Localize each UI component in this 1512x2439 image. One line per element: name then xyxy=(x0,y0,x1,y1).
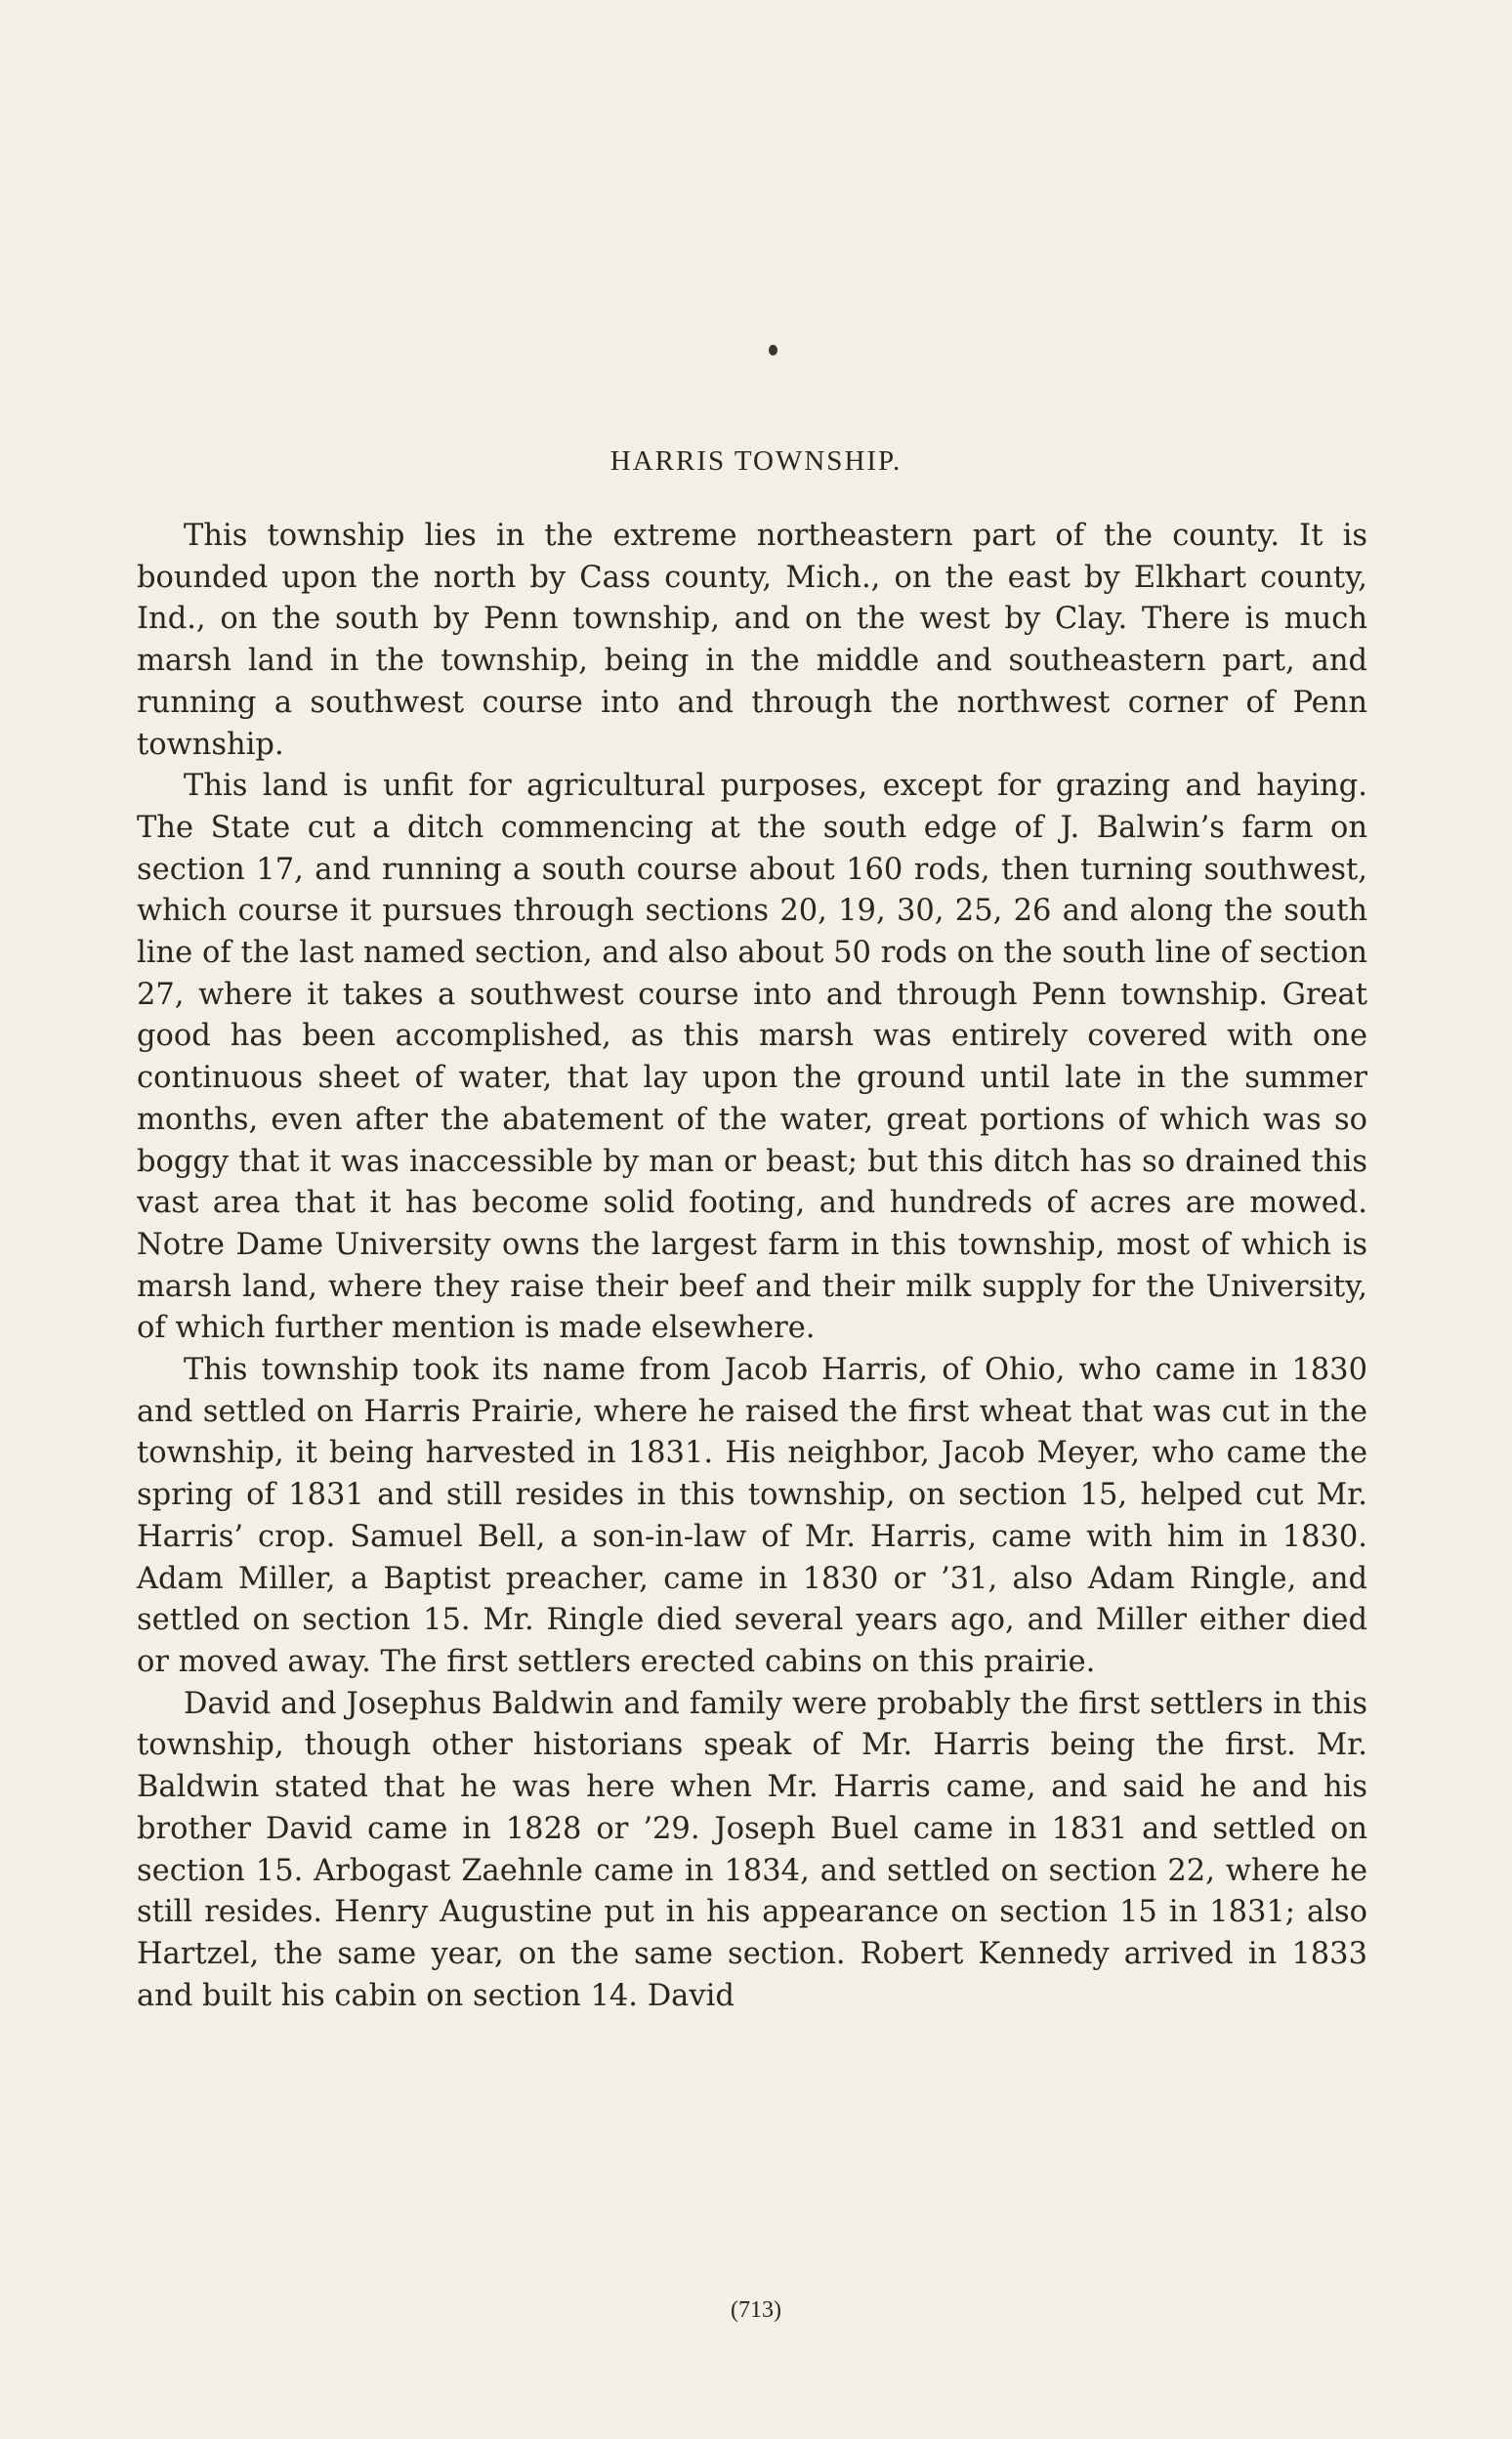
paragraph: This land is unfit for agricultural purposes, except for grazing and haying. The State cut a ditch commencing at the south edge of J. Balwin’s farm on section 17, and running a south course about 160 rods, then turning southwest, which course it pursues through sections 20, 19, 30, 25, 26 and along the south line of the last named section, and also about 50 rods on the south line of section 27, where it takes a southwest course into and through Penn township. Great good has been accomplished, as this marsh was entirely covered with one continuous sheet of water, that lay upon the ground until late in the summer months, even after the abatement of the water, great portions of which was so boggy that it was inaccessible by man or beast; but this ditch has so drained this vast area that it has become solid footing, and hundreds of acres are mowed. Notre Dame University owns the largest farm in this township, most of which is marsh land, where they raise their beef and their milk supply for the University, of which further mention is made elsewhere. xyxy=(137,769,1367,1346)
paragraph: This township lies in the extreme northeastern part of the county. It is bounded upon the north by Cass county, Mich., on the east by Elkhart county, Ind., on the south by Penn township, and on the west by Clay. There is much marsh land in the township, being in the middle and southeastern part, and running a southwest course into and through the northwest corner of Penn township. xyxy=(137,519,1367,762)
paragraph: David and Josephus Baldwin and family were probably the first settlers in this township, though other historians speak of Mr. Harris being the first. Mr. Baldwin stated that he was here when Mr. Harris came, and said he and his brother David came in 1828 or ’29. Joseph Buel came in 1831 and settled on section 15. Arbogast Zaehnle came in 1834, and settled on section 22, where he still resides. Henry Augustine put in his appearance on section 15 in 1831; also Hartzel, the same year, on the same section. Robert Kennedy arrived in 1833 and built his cabin on section 14. David xyxy=(137,1686,1367,2013)
paragraph: This township took its name from Jacob Harris, of Ohio, who came in 1830 and settled on Harris Prairie, where he raised the first wheat that was cut in the township, it being harvested in 1831. His neighbor, Jacob Meyer, who came the spring of 1831 and still resides in this township, on section 15, helped cut Mr. Harris’ crop. Samuel Bell, a son-in-law of Mr. Harris, came with him in 1830. Adam Miller, a Baptist preacher, came in 1830 or ’31, also Adam Ringle, and settled on section 15. Mr. Ringle died several years ago, and Miller either died or moved away. The first settlers erected cabins on this prairie. xyxy=(137,1353,1367,1679)
page-number: (713) xyxy=(731,2297,781,2323)
ink-speck xyxy=(769,345,777,356)
page-title: HARRIS TOWNSHIP. xyxy=(609,445,903,477)
body-text xyxy=(137,516,1367,2017)
